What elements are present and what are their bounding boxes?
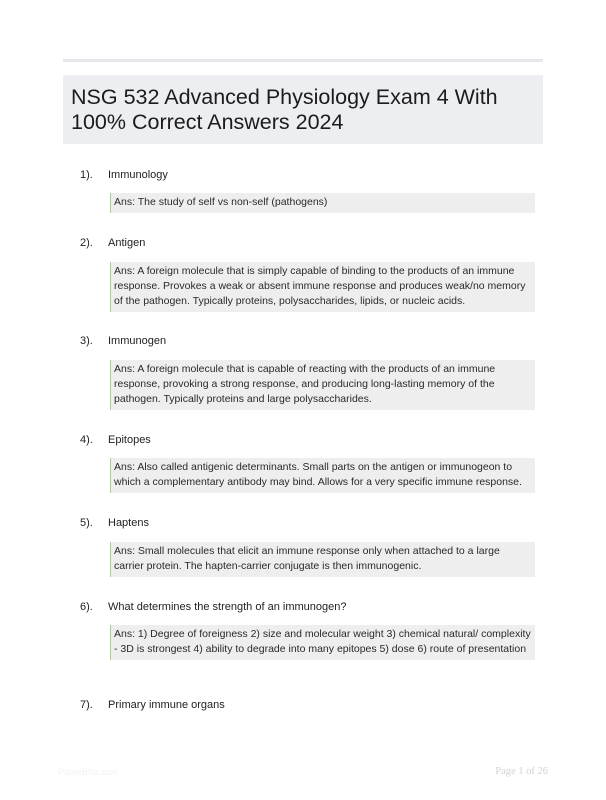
question-number: 4). (80, 434, 93, 446)
qa-item (80, 697, 535, 713)
qa-item (80, 333, 535, 405)
watermark-text: PaperBlitz.com (58, 767, 119, 777)
question-number: 5). (80, 517, 93, 529)
question-text: Primary immune organs (108, 699, 225, 711)
question-number: 1). (80, 169, 93, 181)
answer-box: Ans: Also called antigenic determinants. Small parts on the antigen or immunogeon to which a complementary antibody may bind. Allows for a very specific immune response. (110, 458, 535, 493)
qa-item (80, 515, 535, 572)
answer-box: Ans: The study of self vs non-self (pathogens) (110, 193, 535, 213)
question-number: 6). (80, 601, 93, 613)
title-banner (63, 75, 543, 144)
qa-item (80, 599, 535, 655)
qa-item (80, 235, 535, 307)
question-text: Haptens (108, 517, 149, 529)
answer-box: Ans: A foreign molecule that is simply capable of binding to the products of an immune response. Provokes a weak or absent immune response and produces weak/no memory of the pathogen. Typically proteins, polysaccharides, lipids, or nucleic acids. (110, 262, 535, 312)
question-text: Immunogen (108, 335, 167, 347)
question-text: Antigen (108, 237, 146, 249)
qa-item (80, 167, 535, 208)
question-number: 3). (80, 335, 93, 347)
question-number: 7). (80, 699, 93, 711)
answer-box: Ans: A foreign molecule that is capable of reacting with the products of an immune response, provoking a strong response, and producing long-lasting memory of the pathogen. Typically proteins and large polysaccharides. (110, 360, 535, 410)
qa-item (80, 432, 535, 488)
answer-box: Ans: 1) Degree of foreigness 2) size and molecular weight 3) chemical natural/ complexity - 3D is strongest 4) ability to degrade into many epitopes 5) dose 6) route of presentation (110, 625, 535, 660)
top-divider (63, 59, 543, 62)
question-number: 2). (80, 237, 93, 249)
document-title: NSG 532 Advanced Physiology Exam 4 With 100% Correct Answers 2024 (71, 85, 498, 134)
page-indicator: Page 1 of 26 (495, 766, 548, 777)
question-text: Epitopes (108, 434, 151, 446)
question-text: Immunology (108, 169, 168, 181)
answer-box: Ans: Small molecules that elicit an immune response only when attached to a large carrier protein. The hapten-carrier conjugate is then immunogenic. (110, 542, 535, 577)
question-text: What determines the strength of an immunogen? (108, 601, 347, 613)
